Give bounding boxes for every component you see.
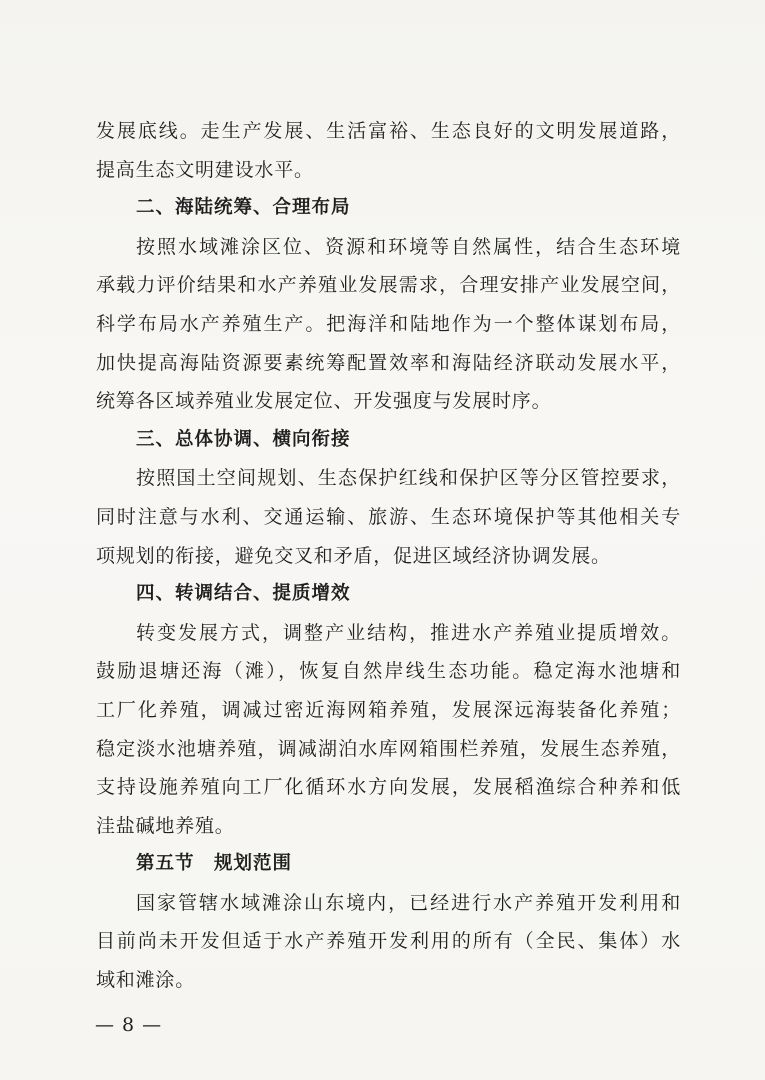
document-body [96,112,681,1000]
intro-line-2: 提高生态文明建设水平。 [96,158,314,181]
section-two-line-2: 承载力评价结果和水产养殖业发展需求，合理安排产业发展空间， [96,274,681,297]
section-five-line-1: 国家管辖水域滩涂山东境内，已经进行水产养殖开发利用和 [136,891,681,914]
page-number: — 8 — [95,1014,163,1036]
section-four-line-2: 鼓励退塘还海（滩），恢复自然岸线生态功能。稳定海水池塘和 [96,660,681,683]
section-four-line-5: 支持设施养殖向工厂化循环水方向发展，发展稻渔综合种养和低 [96,776,681,799]
section-five-line-2: 目前尚未开发但适于水产养殖开发利用的所有（全民、集体）水 [96,930,681,953]
section-three-line-1: 按照国土空间规划、生态保护红线和保护区等分区管控要求， [136,467,681,490]
section-two-line-5: 统筹各区域养殖业发展定位、开发强度与发展时序。 [96,390,552,413]
section-three-line-3: 项规划的衔接，避免交叉和矛盾，促进区域经济协调发展。 [96,544,611,567]
section-two-line-1: 按照水域滩涂区位、资源和环境等自然属性，结合生态环境 [136,235,681,258]
section-four-line-3: 工厂化养殖，调减过密近海网箱养殖，发展深远海装备化养殖； [96,698,681,721]
section-four-line-6: 洼盐碱地养殖。 [96,814,235,837]
section-five-heading: 第五节 规划范围 [136,853,293,875]
section-two-line-4: 加快提高海陆资源要素统筹配置效率和海陆经济联动发展水平， [96,351,681,374]
section-five-line-3: 域和滩涂。 [96,969,196,992]
section-two-line-3: 科学布局水产养殖生产。把海洋和陆地作为一个整体谋划布局， [96,312,681,335]
section-four-heading: 四、转调结合、提质增效 [136,583,351,605]
section-four-line-1: 转变发展方式，调整产业结构，推进水产养殖业提质增效。 [136,621,681,644]
section-three-line-2: 同时注意与水利、交通运输、旅游、生态环境保护等其他相关专 [96,505,681,528]
section-four-line-4: 稳定淡水池塘养殖，调减湖泊水库网箱围栏养殖，发展生态养殖， [96,737,681,760]
section-two-heading: 二、海陆统筹、合理布局 [136,197,351,219]
section-three-heading: 三、总体协调、横向衔接 [136,428,351,450]
intro-line-1: 发展底线。走生产发展、生活富裕、生态良好的文明发展道路， [96,120,681,142]
